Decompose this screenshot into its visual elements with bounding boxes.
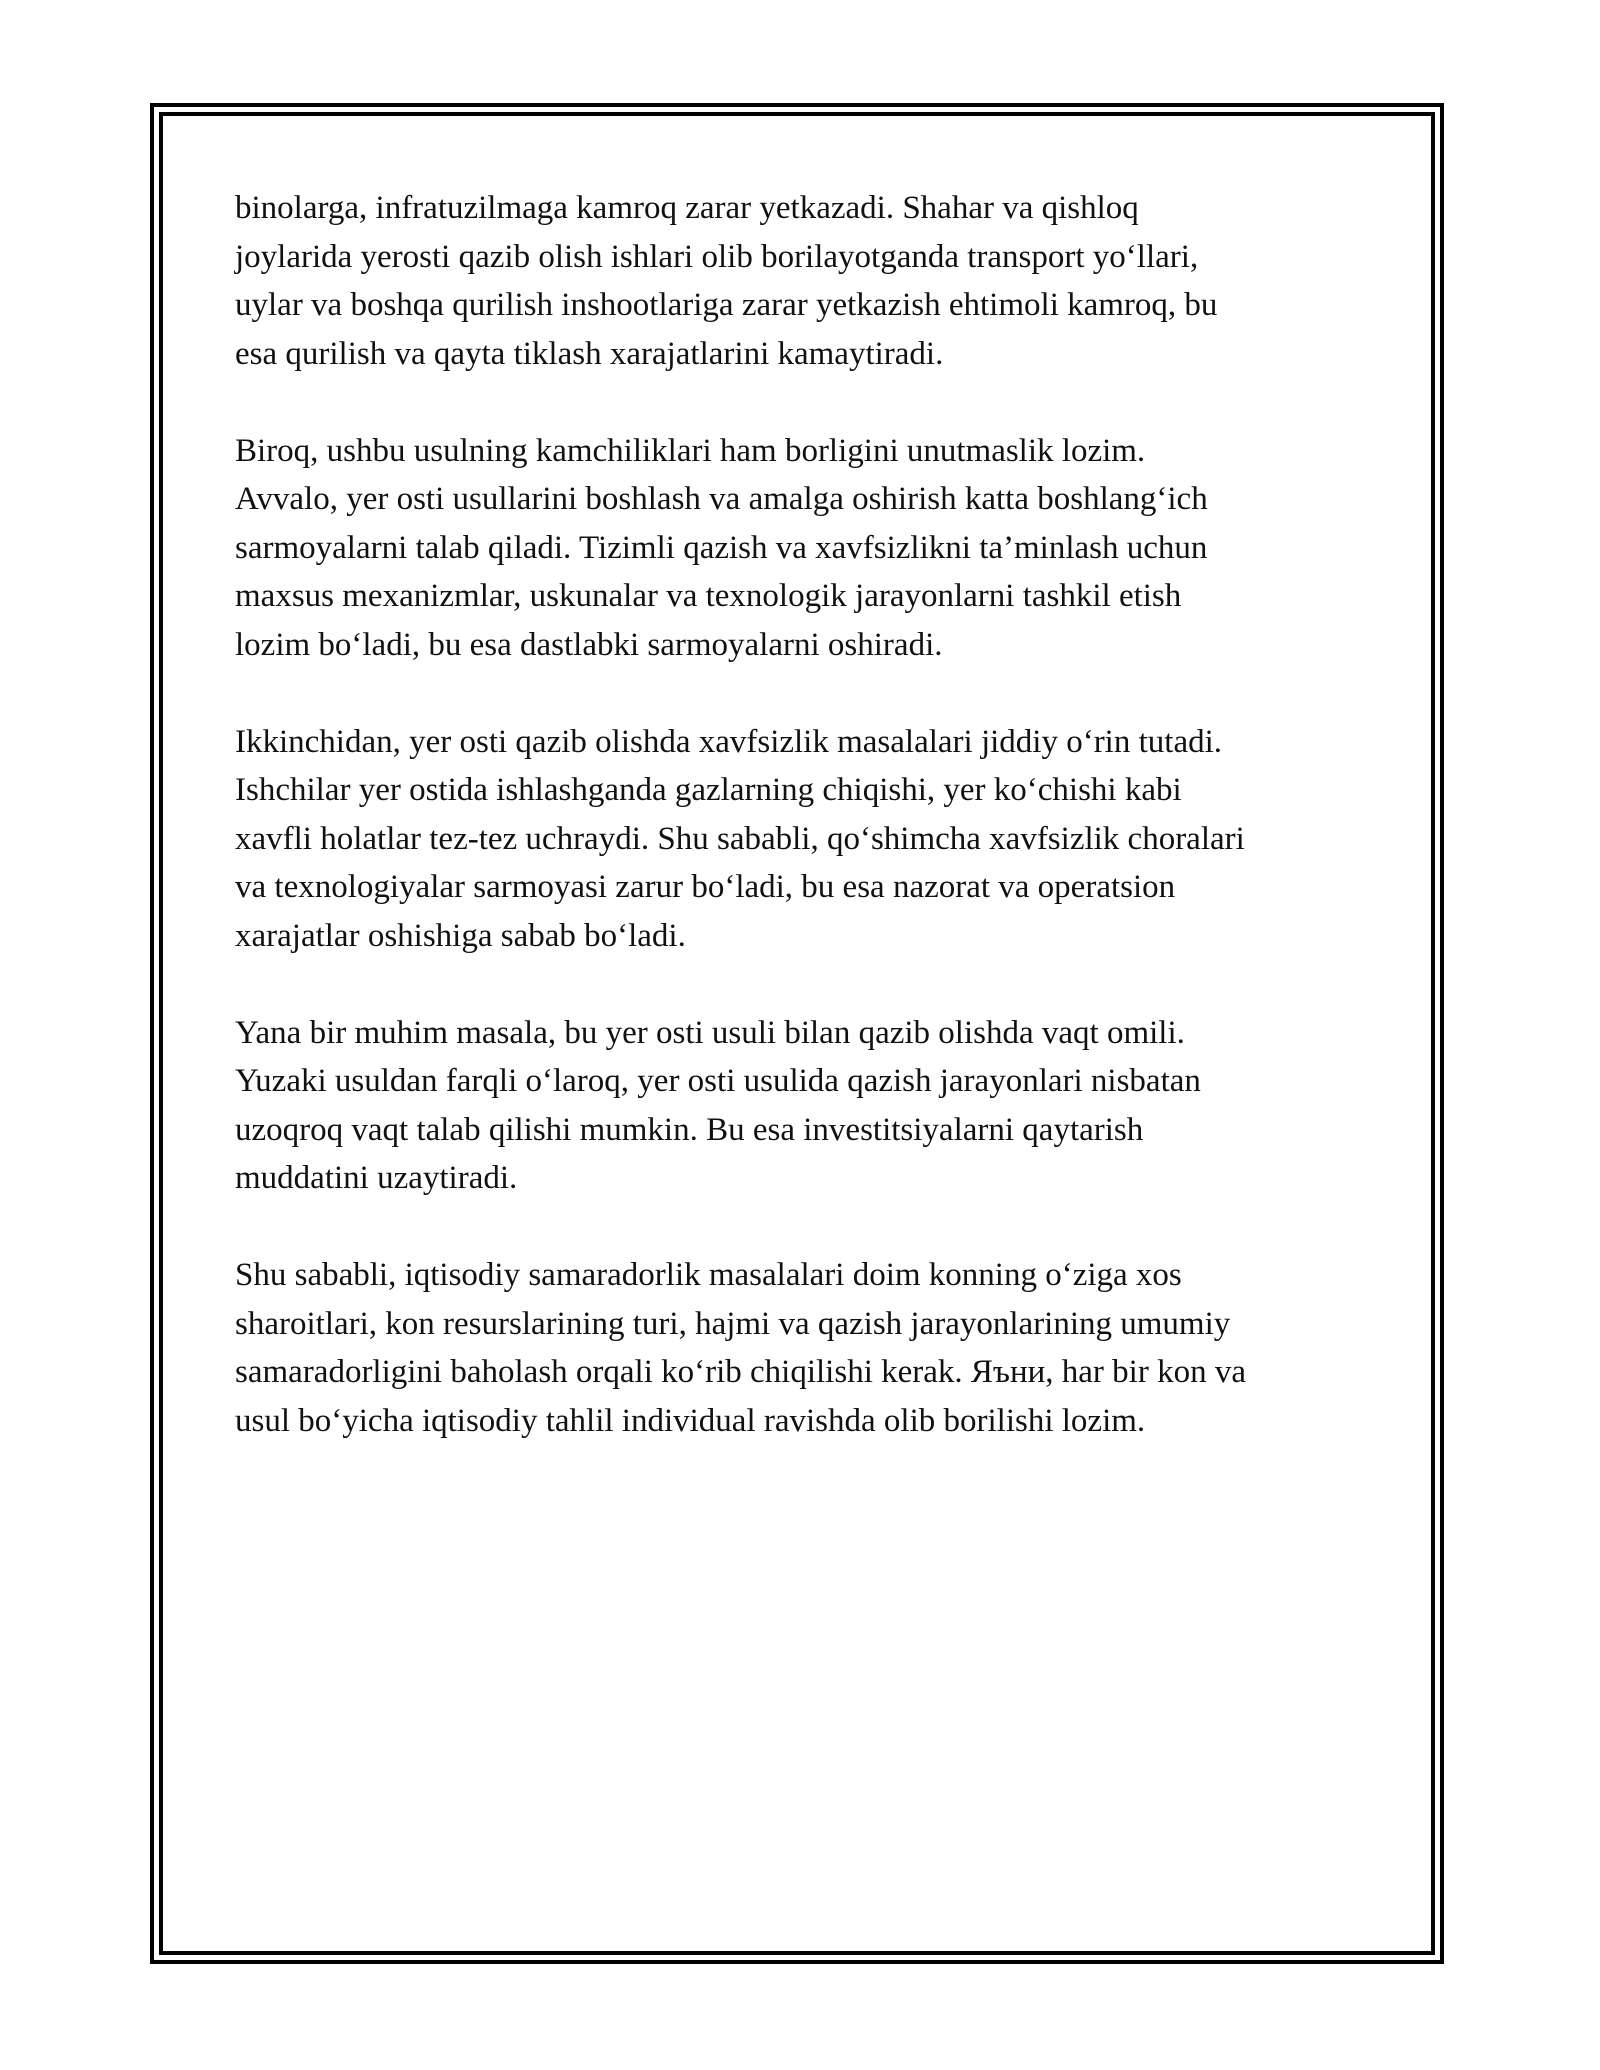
paragraph: [235, 1251, 1370, 1445]
paragraph: [235, 427, 1370, 670]
text-line: xavfli holatlar tez-tez uchraydi. Shu sababli, qo‘shimcha xavfsizlik choralari: [235, 820, 1245, 857]
text-line: va texnologiyalar sarmoyasi zarur bo‘ladi, bu esa nazorat va operatsion: [235, 869, 1176, 905]
text-line: samaradorligini baholash orqali ko‘rib chiqilishi kerak. Яъни, har bir kon va: [235, 1354, 1246, 1390]
paragraph: [235, 718, 1370, 961]
paragraph: [235, 1009, 1370, 1203]
text-line: Yana bir muhim masala, bu yer osti usuli bilan qazib olishda vaqt omili.: [235, 1014, 1185, 1051]
text-line: maxsus mexanizmlar, uskunalar va texnologik jarayonlarni tashkil etish: [235, 578, 1182, 614]
text-line: uzoqroq vaqt talab qilishi mumkin. Bu esa investitsiyalarni qaytarish: [235, 1111, 1144, 1148]
text-line: muddatini uzaytiradi.: [235, 1160, 518, 1196]
document-body: [235, 184, 1370, 1494]
text-line: usul bo‘yicha iqtisodiy tahlil individual ravishda olib borilishi lozim.: [235, 1402, 1146, 1439]
text-line: Shu sababli, iqtisodiy samaradorlik masalalari doim konning o‘ziga xos: [235, 1257, 1182, 1293]
text-line: binolarga, infratuzilmaga kamroq zarar yetkazadi. Shahar va qishloq: [235, 190, 1139, 226]
text-line: Ikkinchidan, yer osti qazib olishda xavfsizlik masalalari jiddiy o‘rin tutadi.: [235, 723, 1223, 760]
text-line: esa qurilish va qayta tiklash xarajatlarini kamaytiradi.: [235, 335, 944, 372]
text-line: Ishchilar yer ostida ishlashganda gazlarning chiqishi, yer ko‘chishi kabi: [235, 772, 1182, 808]
text-line: Biroq, ushbu usulning kamchiliklari ham borligini unutmaslik lozim.: [235, 432, 1146, 469]
text-line: xarajatlar oshishiga sabab bo‘ladi.: [235, 917, 686, 954]
text-line: joylarida yerosti qazib olish ishlari olib borilayotganda transport yo‘llari,: [235, 238, 1199, 275]
text-line: Yuzaki usuldan farqli o‘laroq, yer osti usulida qazish jarayonlari nisbatan: [235, 1063, 1201, 1099]
text-line: uylar va boshqa qurilish inshootlariga zarar yetkazish ehtimoli kamroq, bu: [235, 287, 1218, 323]
text-line: sarmoyalarni talab qiladi. Tizimli qazish va xavfsizlikni ta’minlash uchun: [235, 529, 1208, 566]
text-line: sharoitlari, kon resurslarining turi, hajmi va qazish jarayonlarining umumiy: [235, 1305, 1231, 1342]
text-line: Avvalo, yer osti usullarini boshlash va amalga oshirish katta boshlang‘ich: [235, 481, 1208, 517]
paragraph: [235, 184, 1370, 378]
text-line: lozim bo‘ladi, bu esa dastlabki sarmoyalarni oshiradi.: [235, 626, 943, 663]
